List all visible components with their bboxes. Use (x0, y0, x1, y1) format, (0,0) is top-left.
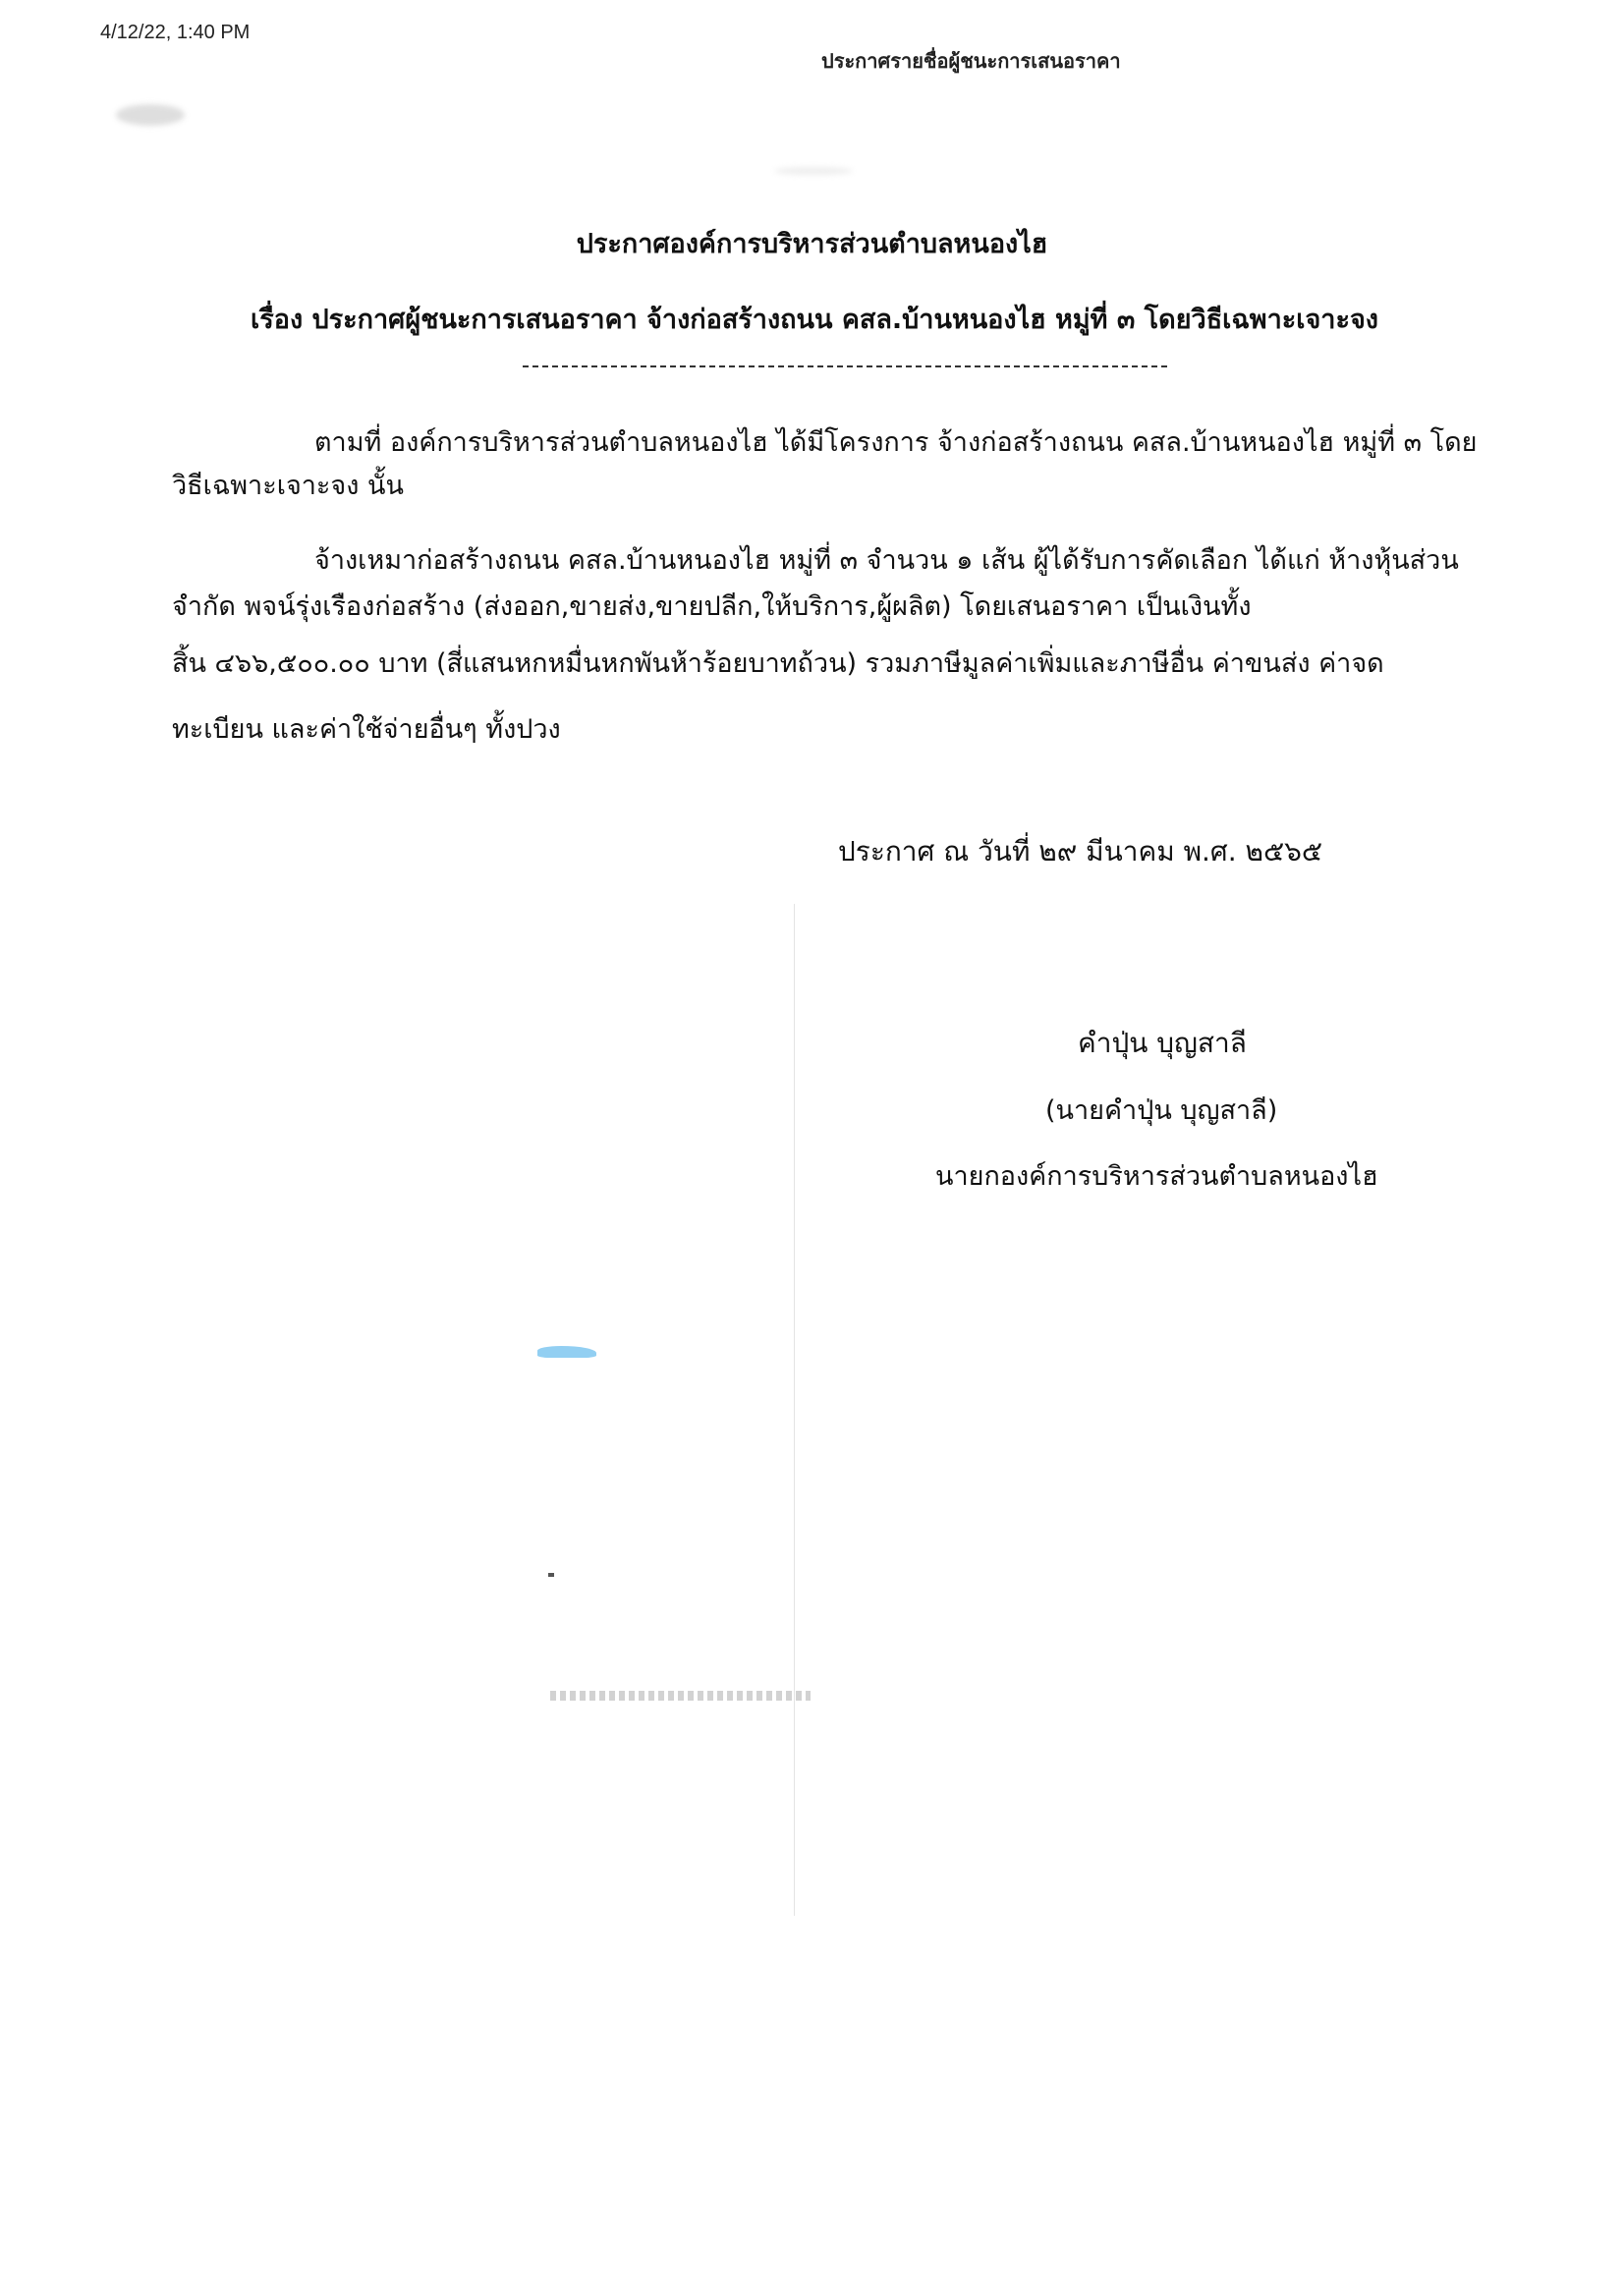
scan-smudge (116, 104, 185, 126)
body-paragraph-1-line-2: วิธีเฉพาะเจาะจง นั้น (172, 471, 404, 501)
announcement-heading: ประกาศองค์การบริหารส่วนตำบลหนองไฮ (576, 229, 1048, 259)
print-timestamp: 4/12/22, 1:40 PM (100, 22, 251, 43)
body-paragraph-1-line-1: ตามที่ องค์การบริหารส่วนตำบลหนองไฮ ได้มีโครงการ จ้างก่อสร้างถนน คสล.บ้านหนองไฮ หมู่ที่ ๓ โดย (314, 427, 1478, 458)
body-paragraph-2-line-3: สิ้น ๔๖๖,๕๐๐.๐๐ บาท (สี่แสนหกหมื่นหกพันห้าร้อยบาทถ้วน) รวมภาษีมูลค่าเพิ่มและภาษีอื่น ค่าขนส่ง ค่าจด (172, 648, 1384, 679)
announcement-date: ประกาศ ณ วันที่ ๒๙ มีนาคม พ.ศ. ๒๕๖๕ (838, 835, 1323, 868)
announcement-subject: เรื่อง ประกาศผู้ชนะการเสนอราคา จ้างก่อสร้างถนน คสล.บ้านหนองไฮ หมู่ที่ ๓ โดยวิธีเฉพาะเจาะจง (251, 305, 1378, 335)
ink-mark (537, 1346, 596, 1358)
signer-title: นายกองค์การบริหารส่วนตำบลหนองไฮ (935, 1161, 1378, 1192)
scan-bleed-through (550, 1691, 811, 1701)
signature: คำปุ่น บุญสาลี (1078, 1027, 1247, 1059)
divider (523, 365, 1167, 367)
scan-smudge (774, 167, 853, 175)
body-paragraph-2-line-4: ทะเบียน และค่าใช้จ่ายอื่นๆ ทั้งปวง (172, 714, 561, 745)
print-header-title: ประกาศรายชื่อผู้ชนะการเสนอราคา (821, 49, 1121, 73)
scan-bleed-mark (548, 1573, 554, 1577)
signer-name: (นายคำปุ่น บุญสาลี) (1045, 1095, 1278, 1126)
body-paragraph-2-line-2: จำกัด พจน์รุ่งเรืองก่อสร้าง (ส่งออก,ขายส่ง,ขายปลีก,ให้บริการ,ผู้ผลิต) โดยเสนอราคา เป็นเงินทั้ง (172, 591, 1252, 622)
scan-artifact-line (794, 904, 795, 1916)
body-paragraph-2-line-1: จ้างเหมาก่อสร้างถนน คสล.บ้านหนองไฮ หมู่ที่ ๓ จำนวน ๑ เส้น ผู้ได้รับการคัดเลือก ได้แก่ ห้างหุ้นส่วน (314, 545, 1459, 576)
